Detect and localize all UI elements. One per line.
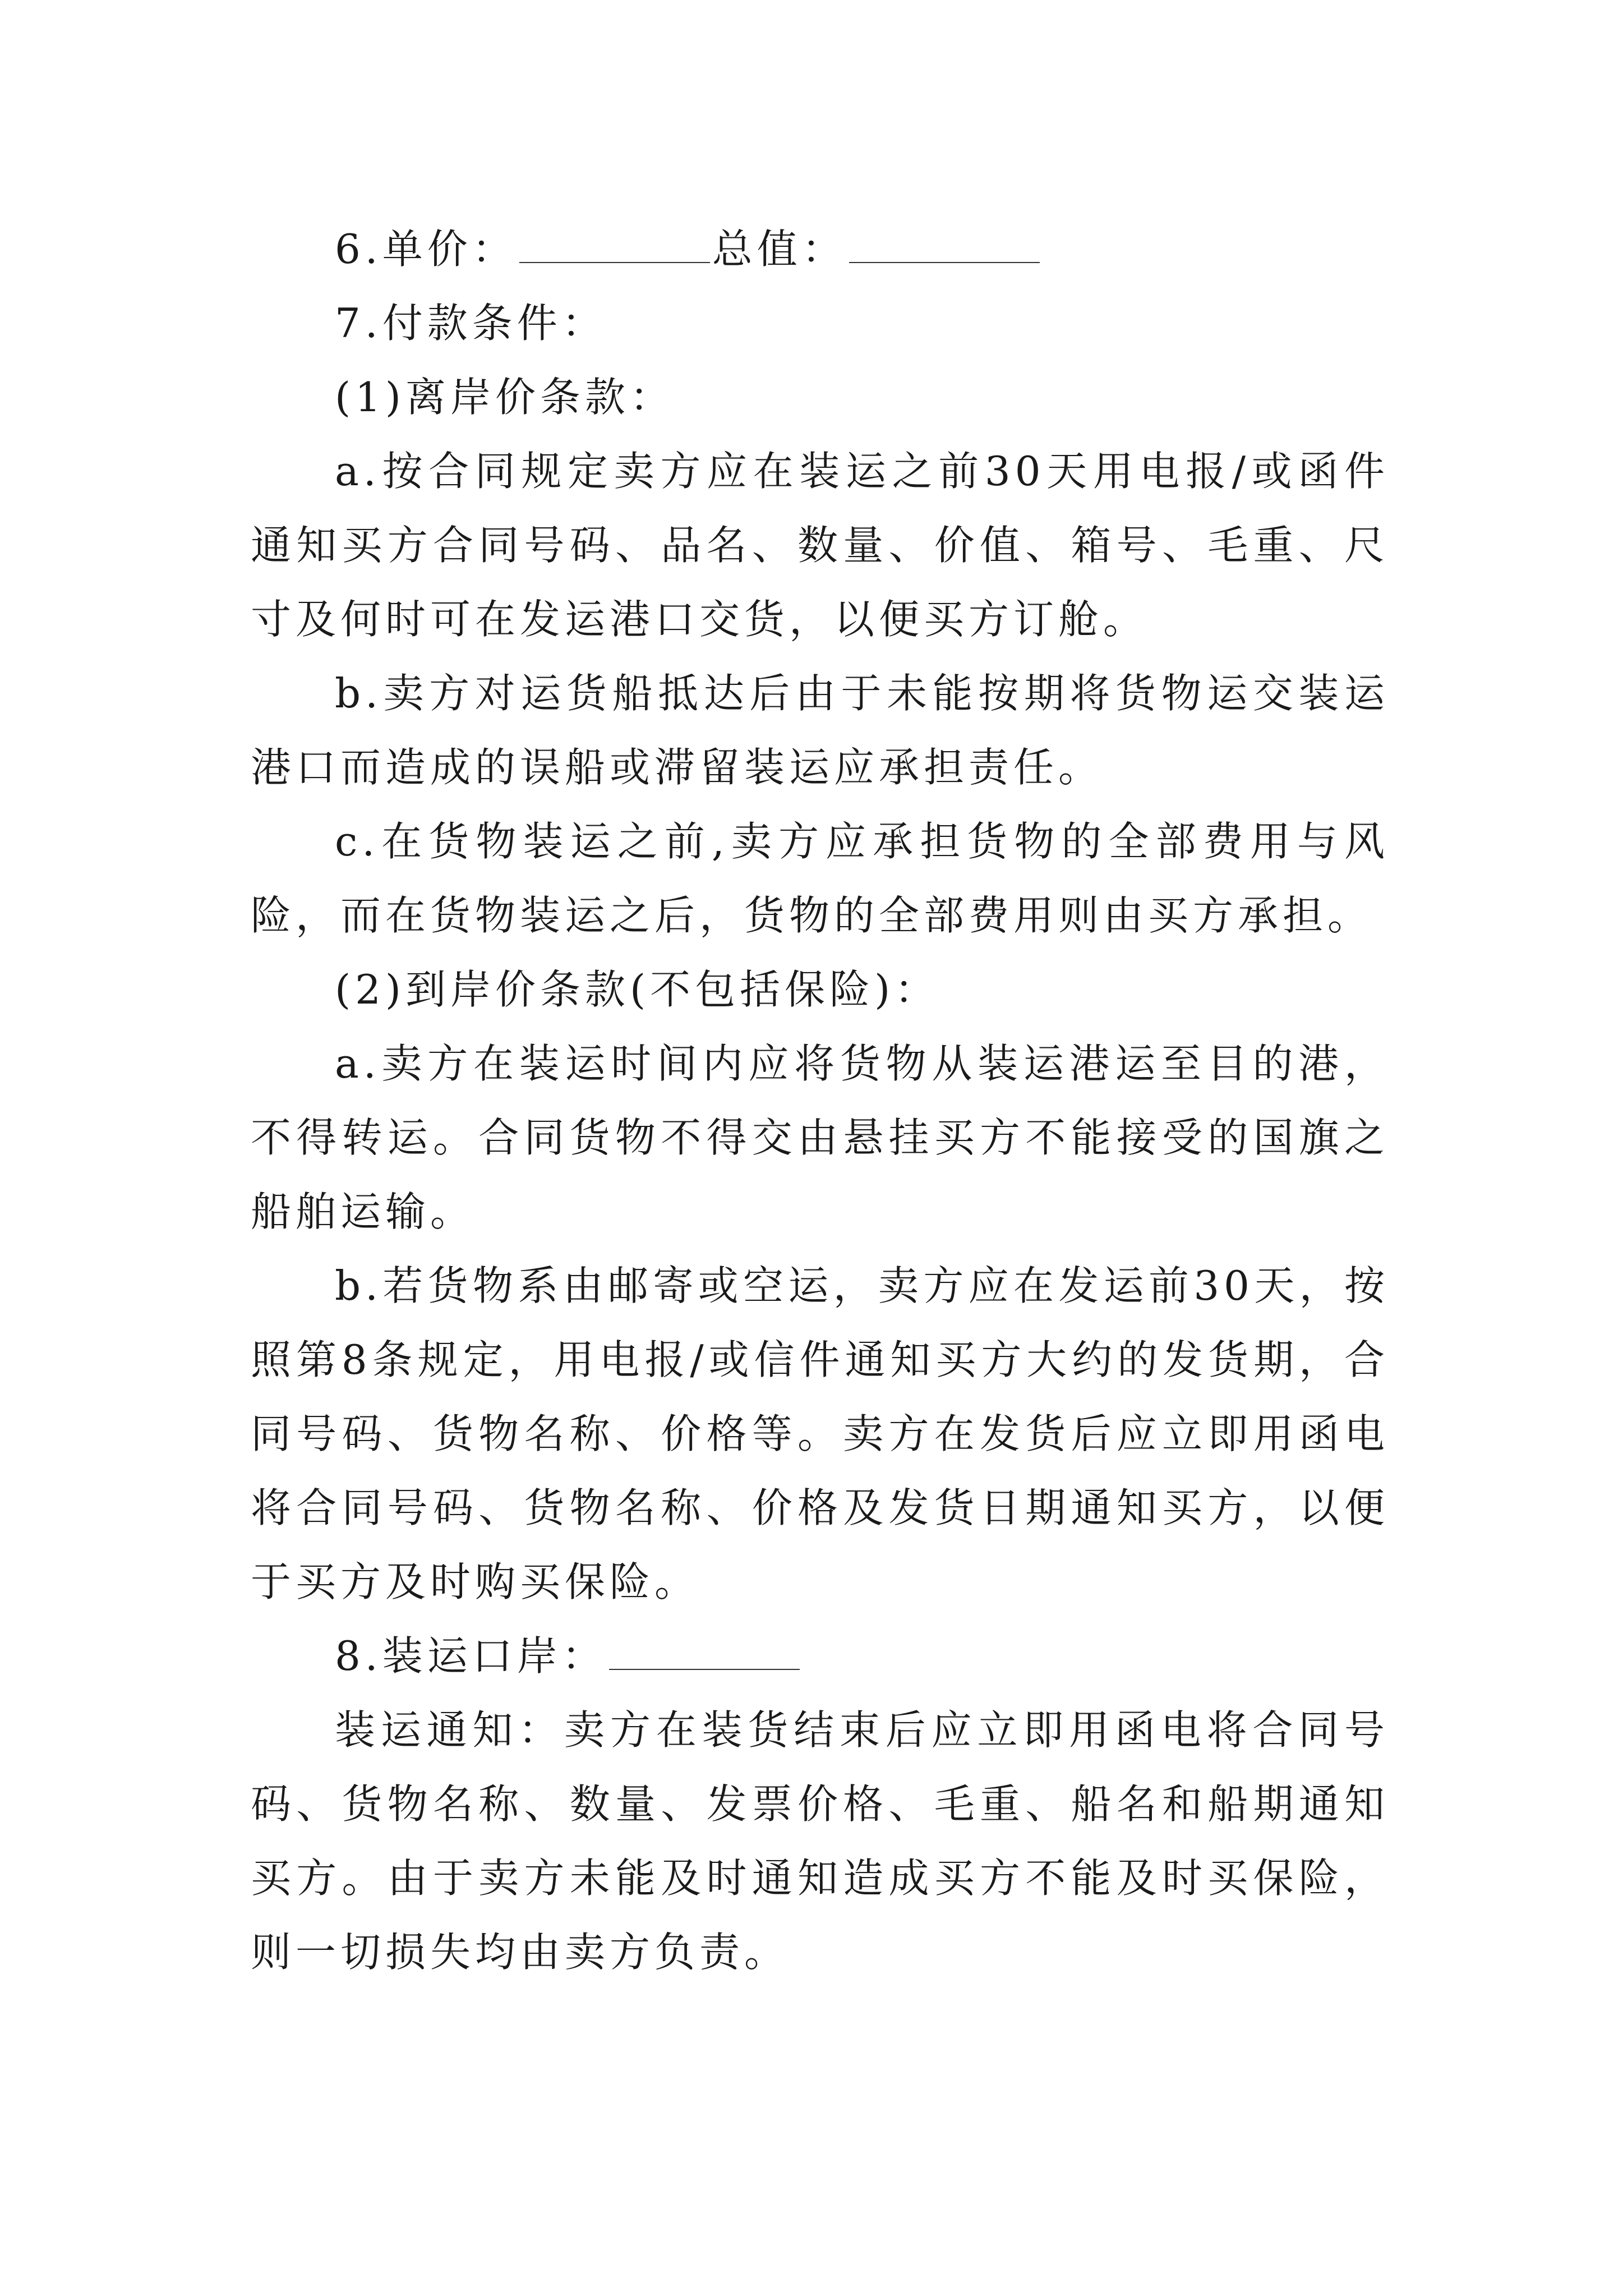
unit-price-blank xyxy=(519,228,710,263)
fob-clause-c: c.在货物装运之前,卖方应承担货物的全部费用与风险，而在货物装运之后，货物的全部费用则由买方承担。 xyxy=(251,818,1389,939)
port-of-shipment-label: 8.装运口岸： xyxy=(335,1632,607,1680)
cfr-clause-a: a.卖方在装运时间内应将货物从装运港运至目的港，不得转运。合同货物不得交由悬挂买方不能接受的国旗之船舶运输。 xyxy=(251,1040,1389,1235)
port-of-shipment-blank xyxy=(609,1635,800,1670)
total-value-label: 总值： xyxy=(712,226,847,273)
cfr-clause-b: b.若货物系由邮寄或空运，卖方应在发运前30天，按照第8条规定，用电报/或信件通知买方大约的发货期，合同号码、货物名称、价格等。卖方在发货后应立即用函电将合同号码、货物名称、价格及发货日期通知买方，以便于买方及时购买保险。 xyxy=(251,1262,1389,1605)
total-value-blank xyxy=(849,228,1040,263)
fob-terms-heading: (1)离岸价条款： xyxy=(335,374,675,421)
payment-terms-heading: 7.付款条件： xyxy=(335,300,607,347)
shipping-notice-paragraph: 装运通知：卖方在装货结束后应立即用函电将合同号码、货物名称、数量、发票价格、毛重、船名和船期通知买方。由于卖方未能及时通知造成买方不能及时买保险，则一切损失均由卖方负责。 xyxy=(251,1706,1389,1976)
unit-price-label: 6.单价： xyxy=(335,226,517,273)
cfr-terms-heading: (2)到岸价条款(不包括保险)： xyxy=(335,966,940,1013)
port-of-shipment-line xyxy=(251,1619,1389,1693)
unit-price-line xyxy=(251,212,1389,286)
fob-clause-b: b.卖方对运货船抵达后由于未能按期将货物运交装运港口而造成的误船或滞留装运应承担责任。 xyxy=(251,670,1389,791)
document-body xyxy=(251,212,1389,1989)
fob-clause-a: a.按合同规定卖方应在装运之前30天用电报/或函件通知买方合同号码、品名、数量、价值、箱号、毛重、尺寸及何时可在发运港口交货，以便买方订舱。 xyxy=(251,448,1389,643)
